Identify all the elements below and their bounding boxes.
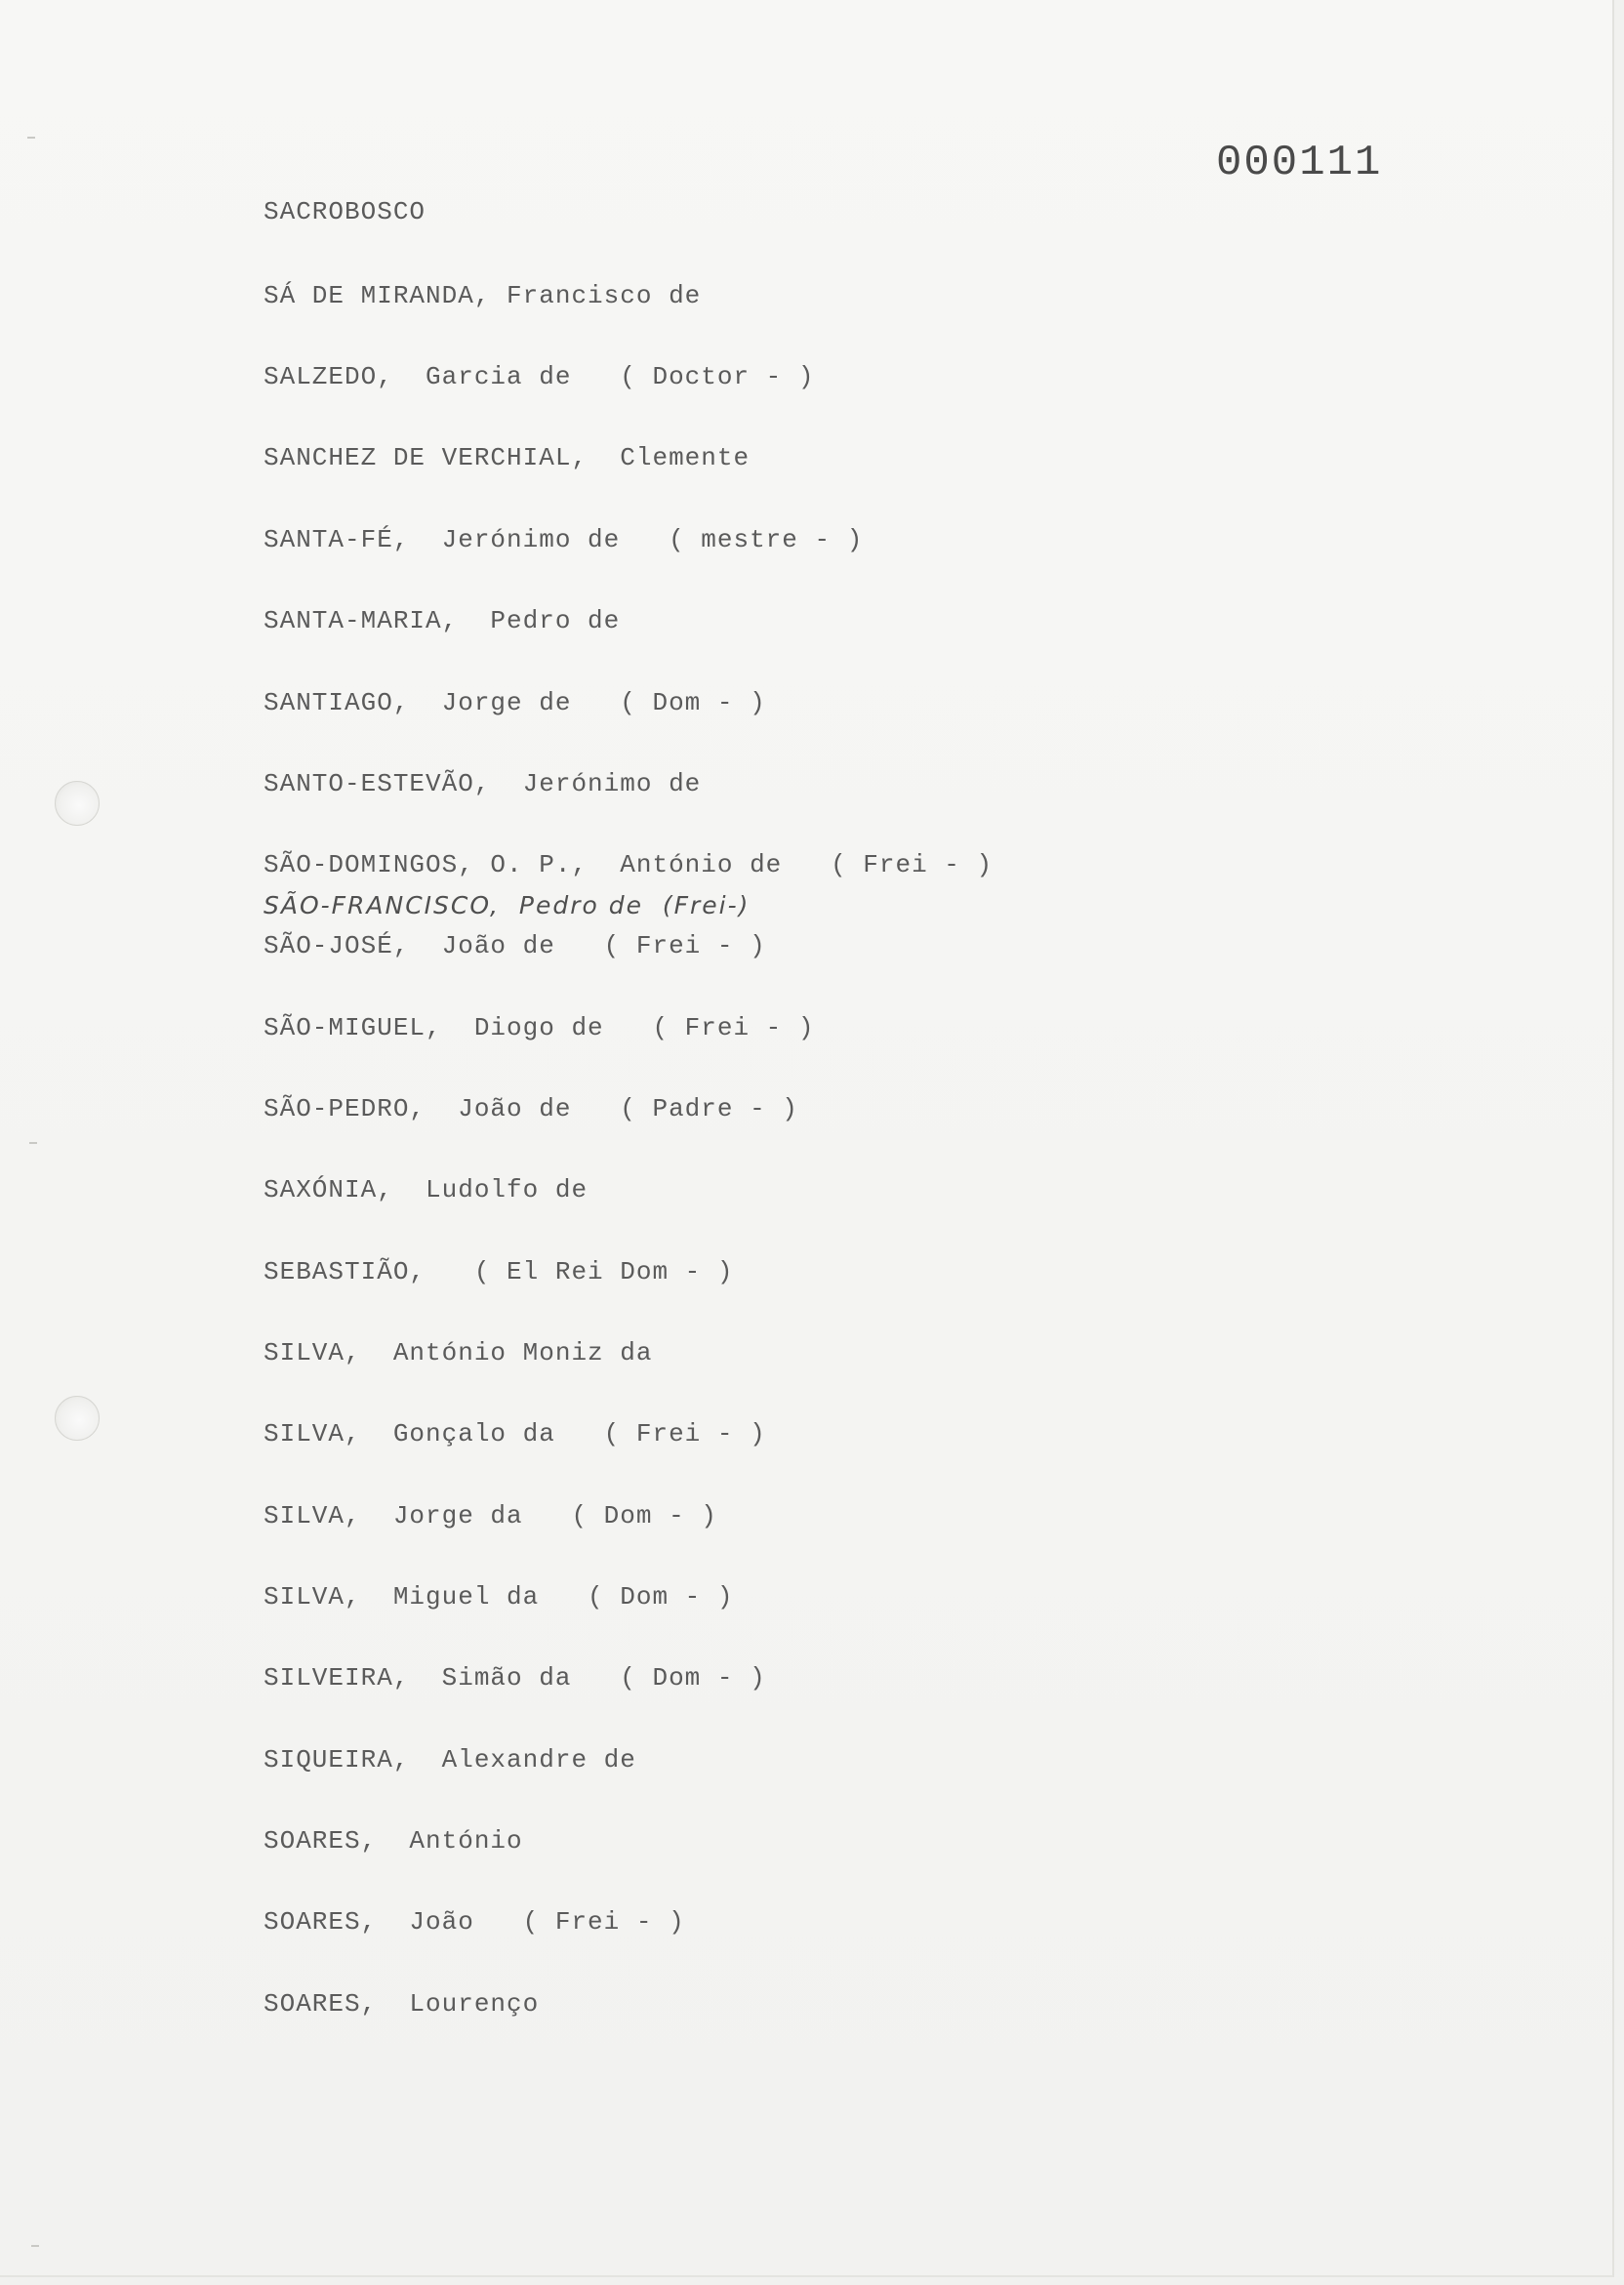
index-entry: SANTO-ESTEVÃO, Jerónimo de <box>264 769 702 798</box>
index-entry: SÃO-PEDRO, João de ( Padre - ) <box>264 1094 798 1123</box>
index-entry: SÃO-MIGUEL, Diogo de ( Frei - ) <box>264 1013 815 1042</box>
index-entry: SILVA, Gonçalo da ( Frei - ) <box>264 1419 766 1449</box>
index-entry: SEBASTIÃO, ( El Rei Dom - ) <box>264 1257 734 1286</box>
edge-mark <box>29 1142 37 1144</box>
index-entry: SILVA, António Moniz da <box>264 1338 653 1367</box>
edge-mark <box>31 2245 39 2247</box>
index-entry: SANTIAGO, Jorge de ( Dom - ) <box>264 688 766 717</box>
handwritten-index-entry: SÃO-FRANCISCO, Pedro de (Frei-) <box>264 891 751 919</box>
edge-mark <box>27 137 35 139</box>
punch-hole <box>55 781 100 826</box>
index-entry: SÃO-JOSÉ, João de ( Frei - ) <box>264 931 766 960</box>
index-entry: SALZEDO, Garcia de ( Doctor - ) <box>264 362 815 391</box>
punch-hole <box>55 1396 100 1441</box>
index-entry: SANTA-FÉ, Jerónimo de ( mestre - ) <box>264 525 864 554</box>
index-entry: SILVA, Miguel da ( Dom - ) <box>264 1582 734 1612</box>
index-entry: SILVA, Jorge da ( Dom - ) <box>264 1501 717 1530</box>
index-entry: SANCHEZ DE VERCHIAL, Clemente <box>264 443 751 472</box>
index-entry: SOARES, Lourenço <box>264 1989 540 2019</box>
index-entry: SIQUEIRA, Alexandre de <box>264 1745 636 1775</box>
index-entry: SACROBOSCO <box>264 197 426 226</box>
index-entry: SÁ DE MIRANDA, Francisco de <box>264 281 702 310</box>
index-entry: SÃO-DOMINGOS, O. P., António de ( Frei - ) <box>264 850 994 879</box>
index-entry: SOARES, António <box>264 1826 523 1856</box>
index-entry: SOARES, João ( Frei - ) <box>264 1907 685 1937</box>
page-number: 000111 <box>1216 139 1383 187</box>
index-entry: SANTA-MARIA, Pedro de <box>264 606 621 635</box>
index-entry: SAXÓNIA, Ludolfo de <box>264 1175 589 1204</box>
index-entry: SILVEIRA, Simão da ( Dom - ) <box>264 1663 766 1693</box>
